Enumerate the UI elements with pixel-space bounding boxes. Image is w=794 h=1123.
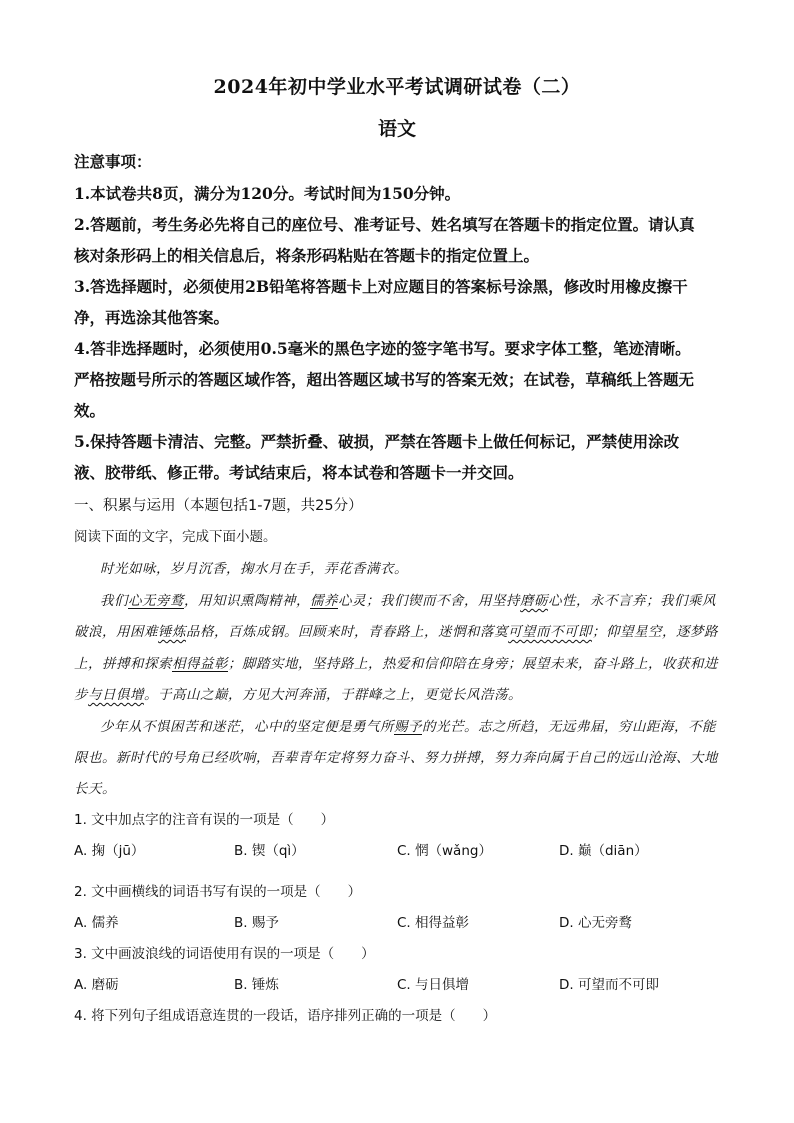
underlined-word: 赐予	[394, 719, 422, 735]
section-heading: 一、积累与运用（本题包括1-7题，共25分）	[74, 498, 363, 514]
notes-line: 1.本试卷共8页，满分为120分。考试时间为150分钟。	[74, 184, 461, 203]
question-stem: 3. 文中画波浪线的词语使用有误的一项是（ ）	[74, 946, 375, 962]
wavy-word: 与日俱增	[88, 687, 144, 703]
option-c[interactable]: C. 惘（wǎng）	[397, 843, 492, 859]
option-c[interactable]: C. 与日俱增	[397, 977, 470, 993]
option-a[interactable]: A. 掬（jū）	[74, 843, 145, 859]
underlined-word: 儒养	[310, 593, 338, 609]
notes-line: 净，再选涂其他答案。	[74, 308, 230, 327]
passage-line: 上，拼搏和探索相得益彰；脚踏实地，坚持路上，热爱和信仰陪在身旁；展望未来，奋斗路上，收获和进	[74, 656, 718, 672]
passage-paragraph-1: 时光如咏，岁月沉香，掬水月在手，弄花香满衣。	[100, 561, 408, 577]
question-stem: 4. 将下列句子组成语意连贯的一段话，语序排列正确的一项是（ ）	[74, 1008, 497, 1024]
notes-line: 液、胶带纸、修正带。考试结束后，将本试卷和答题卡一并交回。	[74, 463, 524, 482]
reading-instruction: 阅读下面的文字，完成下面小题。	[74, 529, 277, 545]
underlined-word: 相得益彰	[172, 656, 228, 672]
wavy-word: 可望而不可即	[508, 624, 592, 640]
notes-line: 核对条形码上的相关信息后，将条形码粘贴在答题卡的指定位置上。	[74, 246, 540, 265]
notes-line: 严格按题号所示的答题区域作答，超出答题区域书写的答案无效；在试卷，草稿纸上答题无	[74, 370, 695, 389]
option-a[interactable]: A. 儒养	[74, 915, 119, 931]
subject-title: 语文	[377, 118, 416, 140]
option-b[interactable]: B. 锲（qì）	[234, 843, 305, 859]
wavy-word: 磨砺	[520, 593, 548, 609]
passage-line: 我们心无旁鹜，用知识熏陶精神，儒养心灵；我们锲而不舍，用坚持磨砺心性，永不言弃；我们乘风	[100, 593, 716, 609]
option-d[interactable]: D. 可望而不可即	[559, 977, 659, 993]
option-b[interactable]: B. 赐予	[234, 915, 279, 931]
passage-line: 限也。新时代的号角已经吹响，吾辈青年定将努力奋斗、努力拼搏，努力奔向属于自己的远山沧海、大地	[74, 750, 718, 766]
notes-line: 3.答选择题时，必须使用2B铅笔将答题卡上对应题目的答案标号涂黑，修改时用橡皮擦干	[74, 277, 688, 296]
passage-line: 步与日俱增。于高山之巅，方见大河奔涌，于群峰之上，更觉长风浩荡。	[74, 687, 522, 703]
passage-line: 长天。	[74, 781, 116, 797]
passage-line: 少年从不惧困苦和迷茫，心中的坚定便是勇气所赐予的光芒。志之所趋，无远弗届，穷山距海，不能	[100, 719, 716, 735]
passage-line: 破浪，用困难锤炼品格，百炼成钢。回顾来时，青春路上，迷惘和落寞可望而不可即；仰望星空，逐梦路	[74, 624, 718, 640]
question-stem: 1. 文中加点字的注音有误的一项是（ ）	[74, 812, 335, 828]
notes-line: 效。	[74, 401, 106, 420]
question-stem: 2. 文中画横线的词语书写有误的一项是（ ）	[74, 884, 362, 900]
option-a[interactable]: A. 磨砺	[74, 977, 119, 993]
option-d[interactable]: D. 巅（diān）	[559, 843, 648, 859]
exam-title: 2024年初中学业水平考试调研试卷（二）	[213, 76, 581, 98]
notes-heading: 注意事项：	[74, 152, 152, 171]
wavy-word: 锤炼	[158, 624, 186, 640]
underlined-word: 心无旁鹜	[128, 593, 184, 609]
notes-line: 4.答非选择题时，必须使用0.5毫米的黑色字迹的签字笔书写。要求字体工整，笔迹清晰。	[74, 339, 691, 358]
option-d[interactable]: D. 心无旁鹜	[559, 915, 632, 931]
option-b[interactable]: B. 锤炼	[234, 977, 279, 993]
notes-line: 2.答题前，考生务必先将自己的座位号、准考证号、姓名填写在答题卡的指定位置。请认真	[74, 215, 695, 234]
notes-line: 5.保持答题卡清洁、完整。严禁折叠、破损，严禁在答题卡上做任何标记，严禁使用涂改	[74, 432, 680, 451]
option-c[interactable]: C. 相得益彰	[397, 915, 470, 931]
